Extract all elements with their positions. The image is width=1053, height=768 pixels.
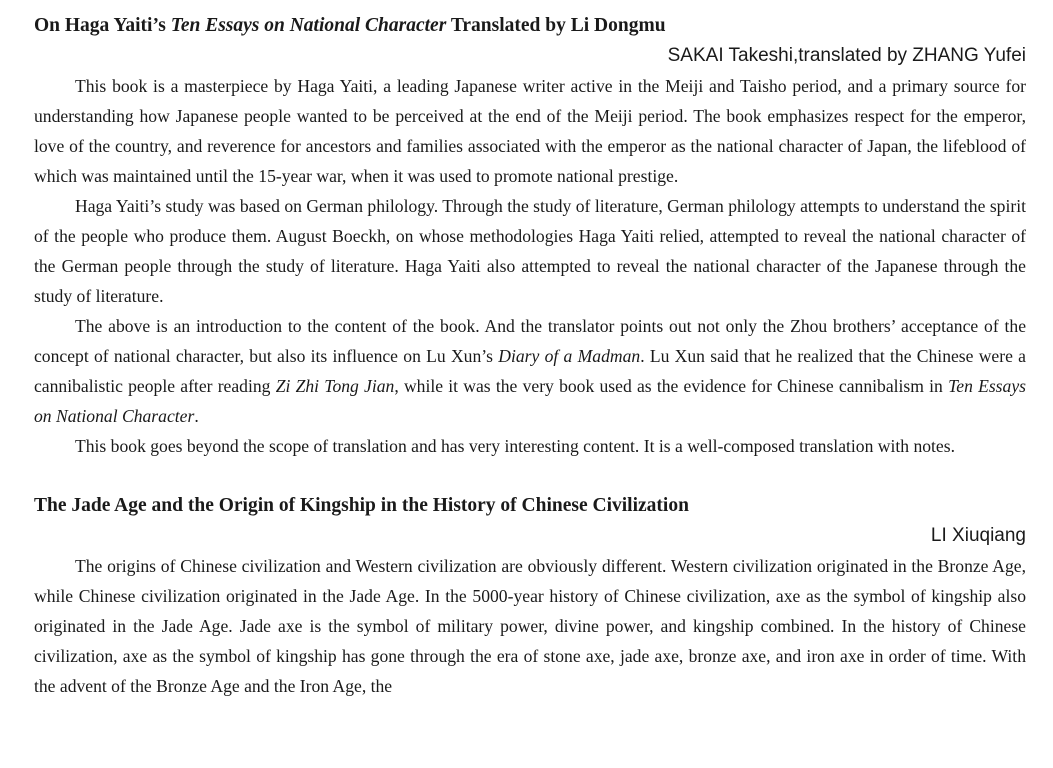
document-page <box>34 11 1026 701</box>
text-run: . <box>194 406 199 426</box>
article-author: LI Xiuqiang <box>930 525 1026 546</box>
book-title: Ten Essays on National Character <box>170 15 447 36</box>
paragraph <box>34 311 1026 431</box>
paragraph: Haga Yaiti’s study was based on German philology. Through the study of literature, German philology attempts to understand the spirit of the people who produce them. August Boeckh, on whose methodologies Haga Yaiti relied, attempted to reveal the national character of the German people through the study of literature. Haga Yaiti also attempted to reveal the national character of the Japanese through the study of literature. <box>34 196 1026 306</box>
article-author: SAKAI Takeshi,translated by ZHANG Yufei <box>667 45 1026 66</box>
text-run: , while it was the very book used as the evidence for Chinese cannibalism in <box>394 376 949 396</box>
article-title <box>34 11 1026 41</box>
section-gap <box>34 461 1026 491</box>
article-title: The Jade Age and the Origin of Kingship in the History of Chinese Civilization <box>34 495 689 516</box>
text-run: The above is an introduction to the content of the book. And the translator points out not only the Zhou brothers’ acceptance of the concept of national character, but also its influence on Lu Xun’s <box>34 316 1026 366</box>
article-title-part: On Haga Yaiti’s <box>34 15 171 36</box>
paragraph: This book goes beyond the scope of translation and has very interesting content. It is a well-composed translation with notes. <box>75 436 955 456</box>
paragraph: The origins of Chinese civilization and Western civilization are obviously different. Western civilization originated in the Bronze Age, while Chinese civilization originated in the Jade Age. In the 5000-year history of Chinese civilization, axe as the symbol of kingship also originated in the Jade Age. Jade axe is the symbol of military power, divine power, and kingship combined. In the history of Chinese civilization, axe as the symbol of kingship has gone through the era of stone axe, jade axe, bronze axe, and iron axe in order of time. With the advent of the Bronze Age and the Iron Age, the <box>34 556 1026 696</box>
book-title: Ten Essays on National Character <box>34 376 1026 426</box>
text-run: . Lu Xun said that he realized that the Chinese were a cannibalistic people after reading <box>34 346 1026 396</box>
article-title-part: Translated by Li Dongmu <box>446 15 666 36</box>
book-title: Diary of a Madman <box>498 346 641 366</box>
book-title: Zi Zhi Tong Jian <box>275 376 395 396</box>
paragraph: This book is a masterpiece by Haga Yaiti, a leading Japanese writer active in the Meiji and Taisho period, and a primary source for understanding how Japanese people wanted to be perceived at the end of the Meiji period. The book emphasizes respect for the emperor, love of the country, and reverence for ancestors and families associated with the emperor as the national character of Japan, the lifeblood of which was maintained until the 15-year war, when it was used to promote national prestige. <box>34 76 1026 186</box>
